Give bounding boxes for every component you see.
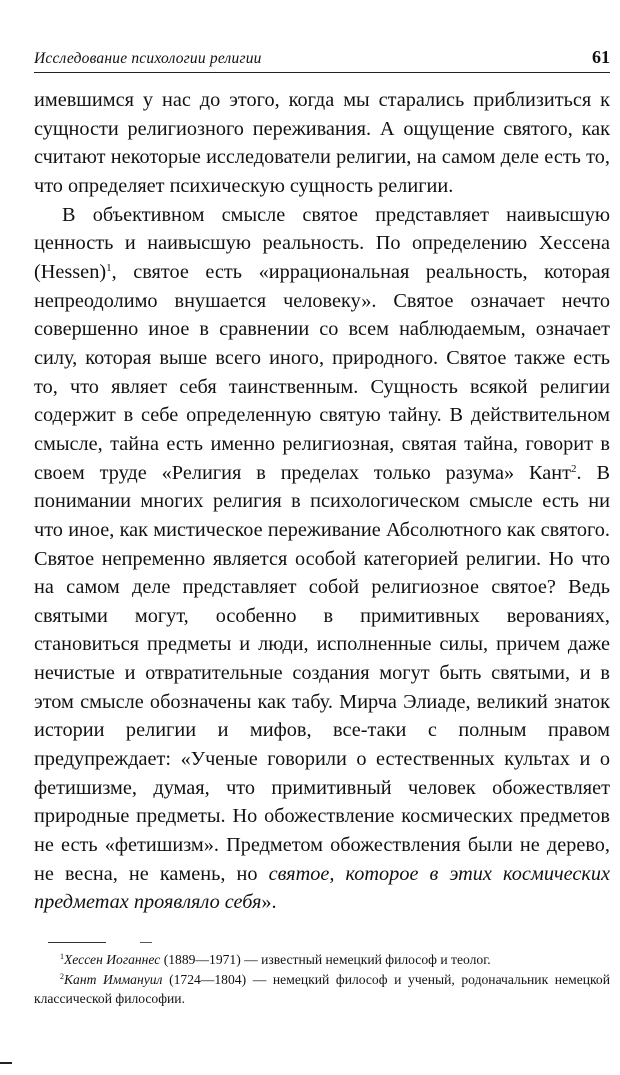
footnote-ref-1: 1: [106, 261, 112, 274]
main-text: [34, 86, 610, 917]
footnote-1-text: (1889—1971) — известный немецкий философ и теолог.: [160, 952, 491, 967]
footnote-1-mark: 1: [60, 952, 64, 961]
page-header: [34, 42, 610, 73]
footnotes: [34, 950, 610, 1009]
footnote-2: [34, 970, 610, 1009]
footnote-1-name: Хессен Иоганнес: [64, 952, 161, 967]
footnote-separator: [48, 942, 106, 943]
paragraph-1: имевшимся у нас до этого, когда мы старались приблизиться к сущности религиозного переживания. А ощущение святого, как считают некоторые исследователи религии, на самом деле есть то, что определяет психическую сущность религии.: [34, 89, 610, 197]
footnote-1: [34, 950, 610, 970]
footnote-ref-2: 2: [570, 462, 577, 475]
paragraph-2-italic-quote: святое, которое в этих космических предметах проявляло себя: [34, 862, 610, 914]
scan-corner-mark: [0, 1062, 12, 1064]
paragraph-2-part-b: , святое есть «иррациональная реальность, которая непреодолимо внушается человеку». Святое означает нечто совершенно иное в сравнении со всем наблюдаемым, означает силу, которая выше всего иного, природного. Святое также есть то, что являет себя таинственным. Сущность всякой религии содержит в себе определенную святую тайну. В действительном смысле, тайна есть именно религиозная, святая тайна, говорит в своем труде «Религия в пределах только разума» Кант: [34, 260, 610, 484]
footnote-2-name: Кант Иммануил: [64, 971, 163, 987]
footnote-separator-dash: [140, 942, 152, 943]
running-title: Исследование психологии религии: [34, 50, 262, 67]
paragraph-2-end: ».: [261, 891, 277, 914]
page-number: 61: [592, 47, 610, 67]
footnote-2-mark: 2: [60, 971, 64, 981]
footnote-2-text: (1724—1804) — немецкий философ и ученый, родоначальник немецкой классической философии.: [34, 971, 610, 1006]
paragraph-2: [34, 201, 610, 917]
paragraph-2-part-a: В объективном смысле святое представляет наивысшую ценность и наивысшую реальность. По определению Хессена (Hessen): [34, 203, 610, 283]
paragraph-2-part-c: . В понимании многих религия в психологическом смысле есть ни что иное, как мистическое переживание Абсолютного как святого. Святое непременно является особой категорией религии. Но что на самом деле представляет собой религиозное святое? Ведь святыми могут, особенно в примитивных верованиях, становиться предметы и люди, исполненные силы, причем даже нечистые и отвратительные создания могут быть святыми, и в этом смысле обозначены как табу. Мирча Элиаде, великий знаток истории религии и мифов, все-таки с полным правом предупреждает: «Ученые говорили о естественных культах и о фетишизме, думая, что примитивный человек обожествляет природные предметы. Но обожествление космических предметов не есть «фетишизм». Предметом обожествления были не дерево, не весна, не камень, но: [34, 461, 610, 885]
